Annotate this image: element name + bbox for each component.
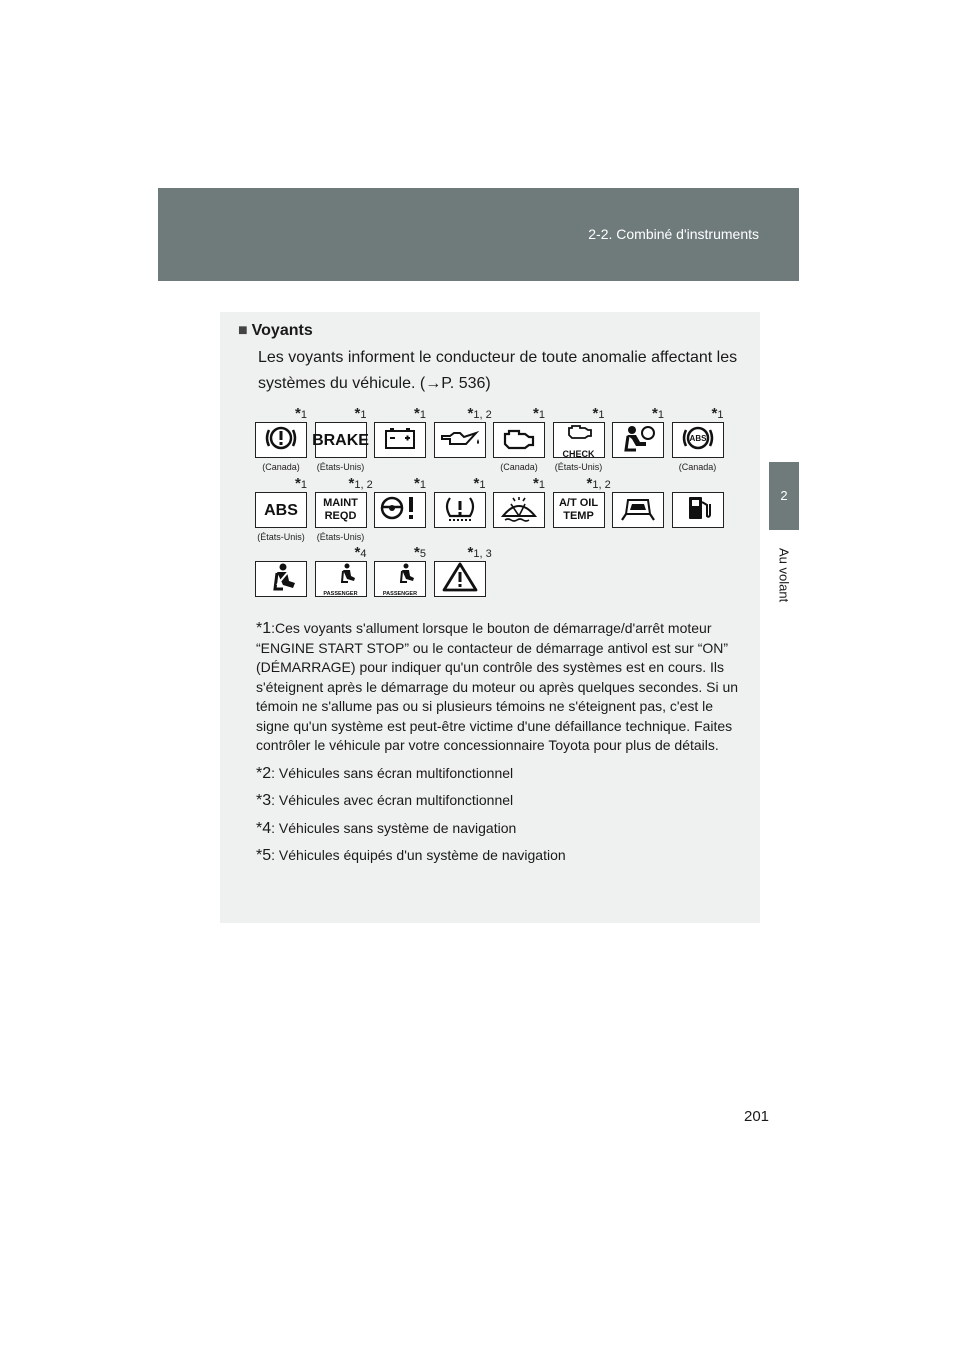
passenger-seatbelt-icon xyxy=(315,561,367,597)
region-label: (Canada) xyxy=(678,462,717,472)
footnote-1 xyxy=(256,619,740,756)
chapter-number: 2 xyxy=(780,488,788,503)
footnote-marker: *1 xyxy=(414,405,426,422)
footnote-marker: *1, 2 xyxy=(586,475,611,492)
passenger-seatbelt-caption: PASSENGER xyxy=(323,590,358,597)
square-bullet-icon: ■ xyxy=(238,322,248,339)
footnote-5 xyxy=(256,846,740,866)
footnote-2 xyxy=(256,764,740,784)
footnote-marker: *1 xyxy=(533,405,545,422)
footnote-marker: *1 xyxy=(473,475,486,492)
svg-text:ABS: ABS xyxy=(689,433,706,443)
engine-check-icon-graphic xyxy=(495,422,543,459)
master-warning-icon-graphic xyxy=(436,561,484,598)
footnote-mark: *2 xyxy=(256,764,272,782)
brake-warning-icon xyxy=(255,422,307,458)
footnote-marker: *1, 2 xyxy=(348,475,373,492)
footnote-text: : Véhicules sans système de navigation xyxy=(271,819,517,836)
region-label: (États-Unis) xyxy=(316,462,365,472)
abs-circle-icon-graphic xyxy=(674,422,722,459)
arrow-icon: → xyxy=(425,375,442,392)
intro-paragraph xyxy=(258,345,740,397)
footnote-marker: *1 xyxy=(711,405,724,422)
tire-pressure-icon-graphic xyxy=(436,492,484,529)
door-open-icon-graphic xyxy=(614,492,662,529)
chapter-tab xyxy=(769,462,799,530)
footnote-text: : Véhicules sans écran multifonctionnel xyxy=(271,764,514,781)
region-label: (États-Unis) xyxy=(554,462,603,472)
footnote-mark: *4 xyxy=(256,819,272,837)
footnote-mark: *5 xyxy=(256,847,272,864)
header-band xyxy=(158,188,799,281)
page-number: 201 xyxy=(744,1108,770,1125)
passenger-seatbelt-icon-graphic xyxy=(317,561,365,598)
at-oil-temp-label: A/T OIL TEMP xyxy=(558,497,599,522)
power-steering-icon xyxy=(374,492,426,528)
footnote-marker: *1 xyxy=(414,475,426,492)
battery-icon-graphic xyxy=(376,422,424,459)
footnote-text: : Véhicules avec écran multifonctionnel xyxy=(271,792,514,808)
footnote-marker: *1 xyxy=(295,405,307,422)
footnote-marker: *1, 3 xyxy=(467,544,492,561)
fuel-icon-graphic xyxy=(674,492,722,529)
intro-ref: P. 536) xyxy=(441,375,491,392)
footnote-marker: *1 xyxy=(592,405,605,422)
seatbelt-icon xyxy=(255,561,307,597)
brake-warning-icon-graphic xyxy=(257,422,305,459)
oil-pressure-icon xyxy=(434,422,486,458)
engine-check-icon xyxy=(493,422,545,458)
section-title: 2-2. Combiné d'instruments xyxy=(588,226,759,242)
washer-fluid-icon xyxy=(493,492,545,528)
region-label: (Canada) xyxy=(500,462,538,472)
airbag-icon-graphic xyxy=(614,422,662,459)
footnote-marker: *1 xyxy=(533,475,545,492)
chapter-label: Au volant xyxy=(776,547,792,603)
oil-pressure-icon-graphic xyxy=(436,422,484,459)
footnote-marker: *1 xyxy=(295,475,307,492)
fuel-icon xyxy=(672,492,724,528)
intro-text: Les voyants informent le conducteur de toute anomalie affectant les systèmes du véhicule. ( xyxy=(258,349,738,392)
seatbelt-icon-graphic xyxy=(257,561,305,598)
check-engine-text-icon-graphic xyxy=(555,422,603,459)
abs-text-label: ABS xyxy=(264,501,298,519)
at-oil-temp-icon xyxy=(553,492,605,528)
battery-icon xyxy=(374,422,426,458)
master-warning-icon xyxy=(434,561,486,597)
brake-text-icon xyxy=(312,422,369,458)
content-panel xyxy=(220,312,760,923)
abs-circle-icon xyxy=(672,422,724,458)
footnote-marker: *5 xyxy=(414,544,426,561)
section-heading xyxy=(238,322,313,340)
passenger-seatbelt-icon-graphic xyxy=(376,561,424,598)
passenger-seatbelt-caption: PASSENGER xyxy=(382,590,418,597)
door-open-icon xyxy=(612,492,664,528)
footnote-marker: *4 xyxy=(354,544,367,561)
tire-pressure-icon xyxy=(434,492,486,528)
footnote-mark: *1 xyxy=(256,620,272,637)
washer-fluid-icon-graphic xyxy=(495,492,543,529)
footnotes xyxy=(256,619,740,874)
brake-text-label: BRAKE xyxy=(312,431,369,449)
footnote-3 xyxy=(256,791,740,811)
heading-text: Voyants xyxy=(251,322,313,339)
passenger-seatbelt-icon xyxy=(374,561,426,597)
footnote-marker: *1, 2 xyxy=(467,405,492,422)
abs-text-icon xyxy=(255,492,307,528)
region-label: (Canada) xyxy=(262,462,300,472)
maint-reqd-label: MAINT REQD xyxy=(323,497,358,522)
maint-reqd-icon xyxy=(315,492,367,528)
footnote-mark: *3 xyxy=(256,792,272,809)
footnote-marker: *1 xyxy=(652,405,664,422)
check-engine-text-caption: CHECK xyxy=(562,448,595,459)
power-steering-icon-graphic xyxy=(376,492,424,529)
footnote-4 xyxy=(256,819,740,839)
footnote-text: :Ces voyants s'allument lorsque le bouton de démarrage/d'arrêt moteur “ENGINE START STOP” ou le contacteur de démarrage antivol est sur “ON” (DÉMARRAGE) pour indiquer qu'un contrôle des systèmes est en cours. Ils s'éteignent après le démarrage du moteur ou après quelques secondes. Si un témoin ne s'allume pas ou si plusieurs témoins ne s'éteignent pas, c'est le signe qu'un système est peut-être victime d'une défaillance technique. Faites contrôler le véhicule par votre concessionnaire Toyota pour plus de détails. xyxy=(256,620,739,753)
airbag-icon xyxy=(612,422,664,458)
footnote-marker: *1 xyxy=(354,405,367,422)
region-label: (États-Unis) xyxy=(257,532,305,542)
region-label: (États-Unis) xyxy=(316,532,365,542)
check-engine-text-icon xyxy=(553,422,605,458)
footnote-text: : Véhicules équipés d'un système de navigation xyxy=(271,847,566,863)
